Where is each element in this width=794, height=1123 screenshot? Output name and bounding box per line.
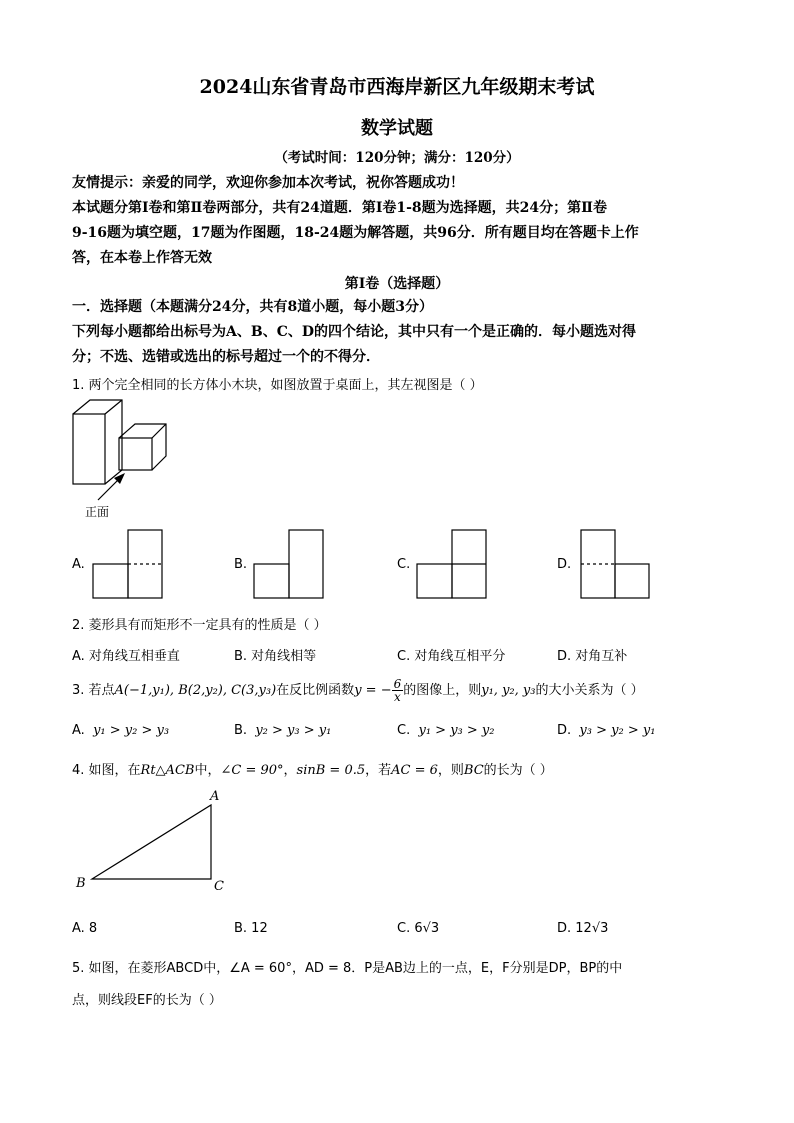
q3-points: A(−1,y₁), B(2,y₂), C(3,y₃) xyxy=(114,683,277,698)
page-title: 2024山东省青岛市西海岸新区九年级期末考试 xyxy=(199,76,595,98)
q3-option-d-label: D. xyxy=(557,723,572,738)
q3-option-a-label: A. xyxy=(72,723,85,738)
q1-option-d-label[interactable]: D. xyxy=(557,557,572,572)
q4-text-d: ，若 xyxy=(365,763,392,778)
intro-line-2: 9-16题为填空题，17题为作图题，18-24题为解答题，共96分．所有题目均在答题卡上作 xyxy=(72,225,639,241)
q4-text-e: ，则 xyxy=(437,763,464,778)
q4-sin: sinB = 0.5 xyxy=(296,763,366,778)
q4-angle: ∠C = 90° xyxy=(220,763,284,778)
q2-option-b[interactable]: B. 对角线相等 xyxy=(234,649,317,664)
q4-ac: AC = 6 xyxy=(391,763,438,778)
q4-text-c: ， xyxy=(283,763,297,778)
q4-text-f: 的长为（ ） xyxy=(483,763,553,778)
q4-option-c[interactable]: C. 6√3 xyxy=(397,921,440,936)
section-instruction-2: 分；不选、选错或选出的标号超过一个的不得分． xyxy=(72,349,380,365)
section-instruction-1: 下列每小题都给出标号为A、B、C、D的四个结论，其中只有一个是正确的．每小题选对得 xyxy=(72,324,636,340)
q4-option-b[interactable]: B. 12 xyxy=(234,921,268,936)
q2-option-a[interactable]: A. 对角线互相垂直 xyxy=(72,649,180,664)
q1-option-c-label[interactable]: C. xyxy=(397,557,411,572)
q3-option-c-expr: y₁ > y₃ > y₂ xyxy=(418,723,495,738)
q4-vertex-c: C xyxy=(214,879,224,894)
q3-fraction-denominator: x xyxy=(394,690,401,704)
q4-vertex-a: A xyxy=(210,789,220,804)
q5-line-1: 5. 如图，在菱形ABCD中，∠A = 60°，AD = 8．P是AB边上的一点，E，F分别是DP，BP的中 xyxy=(72,961,623,976)
q3-func-lhs: y = − xyxy=(354,683,392,698)
section-heading: 一．选择题（本题满分24分，共有8道小题，每小题3分） xyxy=(72,299,433,315)
q3-mid: 在反比例函数 xyxy=(276,683,355,698)
q3-suffix: 的图像上，则 xyxy=(403,683,482,698)
intro-line-3: 答，在本卷上作答无效 xyxy=(72,250,212,266)
q2-option-d[interactable]: D. 对角互补 xyxy=(557,649,628,664)
q3-vars: y₁, y₂, y₃ xyxy=(481,683,536,698)
q3-option-a-expr: y₁ > y₂ > y₃ xyxy=(93,723,170,738)
q4-option-a[interactable]: A. 8 xyxy=(72,921,98,936)
exam-info: （考试时间：120分钟；满分：120分） xyxy=(274,150,520,166)
q1-text: 1. 两个完全相同的长方体小木块，如图放置于桌面上，其左视图是（ ） xyxy=(72,378,483,393)
q2-text: 2. 菱形具有而矩形不一定具有的性质是（ ） xyxy=(72,618,327,633)
q3-prefix: 3. 若点 xyxy=(72,683,115,698)
q2-option-c[interactable]: C. 对角线互相平分 xyxy=(397,649,506,664)
q1-option-b-label[interactable]: B. xyxy=(234,557,248,572)
intro-line-1: 本试题分第Ⅰ卷和第Ⅱ卷两部分，共有24道题．第Ⅰ卷1-8题为选择题，共24分；第Ⅱ卷 xyxy=(72,200,607,216)
q5-line-2: 点，则线段EF的长为（ ） xyxy=(72,993,222,1008)
q4-text-a: 4. 如图，在 xyxy=(72,763,141,778)
q4-text-b: 中， xyxy=(194,763,221,778)
q3-option-c-label: C. xyxy=(397,723,411,738)
q3-fraction-numerator: 6 xyxy=(393,677,402,691)
q4-triangle: Rt△ACB xyxy=(140,763,195,778)
q4-vertex-b: B xyxy=(76,876,86,891)
part-title: 第Ⅰ卷（选择题） xyxy=(344,276,450,292)
front-face-label: 正面 xyxy=(85,505,110,519)
q3-end: 的大小关系为（ ） xyxy=(535,683,644,698)
page-subtitle: 数学试题 xyxy=(361,118,433,139)
q3-option-d-expr: y₃ > y₂ > y₁ xyxy=(579,723,656,738)
greeting-line: 友情提示：亲爱的同学，欢迎你参加本次考试，祝你答题成功！ xyxy=(72,175,464,191)
q3-option-b-label: B. xyxy=(234,723,248,738)
q3-option-b-expr: y₂ > y₃ > y₁ xyxy=(255,723,332,738)
q1-option-a-label[interactable]: A. xyxy=(72,557,85,572)
q4-option-d[interactable]: D. 12√3 xyxy=(557,921,609,936)
q4-bc: BC xyxy=(463,763,484,778)
